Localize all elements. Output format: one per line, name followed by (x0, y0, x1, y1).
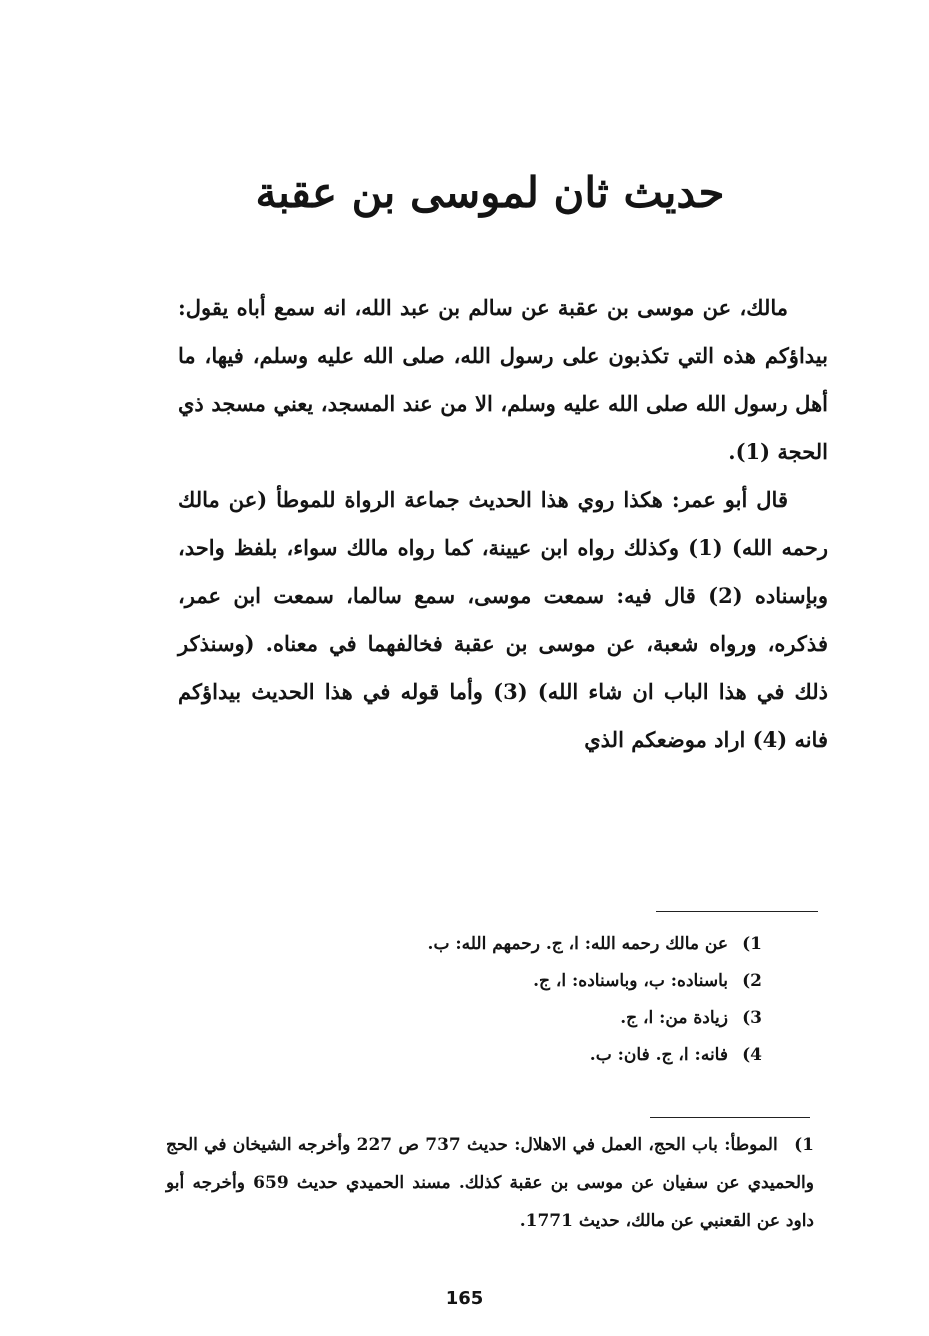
footnote-text: عن مالك رحمه الله: ا، ج. رحمهم الله: ب. (427, 934, 728, 954)
reference-number: 1) (794, 1135, 814, 1155)
reference-footnotes (166, 1126, 814, 1240)
paragraph: قال أبو عمر: هكذا روي هذا الحديث جماعة الرواة للموطأ (عن مالك رحمه الله) (1) وكذلك رواه ابن عيينة، كما رواه مالك سواء، بلفظ واحد، وبإسناده (2) قال فيه: سمعت موسى، سمع سالما، سمعت ابن عمر، فذكره، ورواه شعبة، عن موسى بن عقبة فخالفهما في معناه. (وسنذكر ذلك في هذا الباب ان شاء الله) (3) وأما قوله في هذا الحديث بيداؤكم فانه (4) اراد موضعكم الذي (178, 487, 829, 752)
page-title: حديث ثان لموسى بن عقبة (255, 168, 725, 217)
footnote-text: زيادة من: ا، ج. (620, 1008, 728, 1028)
paragraph: مالك، عن موسى بن عقبة عن سالم بن عبد الله، انه سمع أباه يقول: بيداؤكم هذه التي تكذبون على رسول الله، صلى الله عليه وسلم، فيها، ما أهل رسول الله صلى الله عليه وسلم، الا من عند المسجد، يعني مسجد ذي الحجة (1). (178, 295, 828, 464)
variant-footnotes (300, 926, 762, 1074)
page-number: 165 (445, 1288, 484, 1309)
footnote-number: 2) (742, 971, 762, 991)
footnote-item (300, 1000, 762, 1037)
reference-text: الموطأ: باب الحج، العمل في الاهلال: حديث 737 ص 227 وأخرجه الشيخان في الحج والحميدي عن سفيان عن موسى بن عقبة كذلك. مسند الحميدي حديث 659 وأخرجه أبو داود عن القعنبي عن مالك، حديث 1771. (166, 1135, 814, 1231)
footnote-divider (656, 911, 818, 912)
footnote-item (300, 1037, 762, 1074)
footnote-number: 4) (742, 1045, 762, 1065)
footnote-item (300, 926, 762, 963)
footnote-number: 1) (742, 934, 762, 954)
reference-item (166, 1126, 814, 1240)
reference-divider (650, 1117, 810, 1118)
footnote-number: 3) (742, 1008, 762, 1028)
footnote-text: باسناده: ب، وباسناده: ا، ج. (533, 971, 728, 991)
footnote-text: فانه: ا، ج. فان: ب. (589, 1045, 728, 1065)
footnote-item (300, 963, 762, 1000)
main-text (178, 284, 828, 764)
